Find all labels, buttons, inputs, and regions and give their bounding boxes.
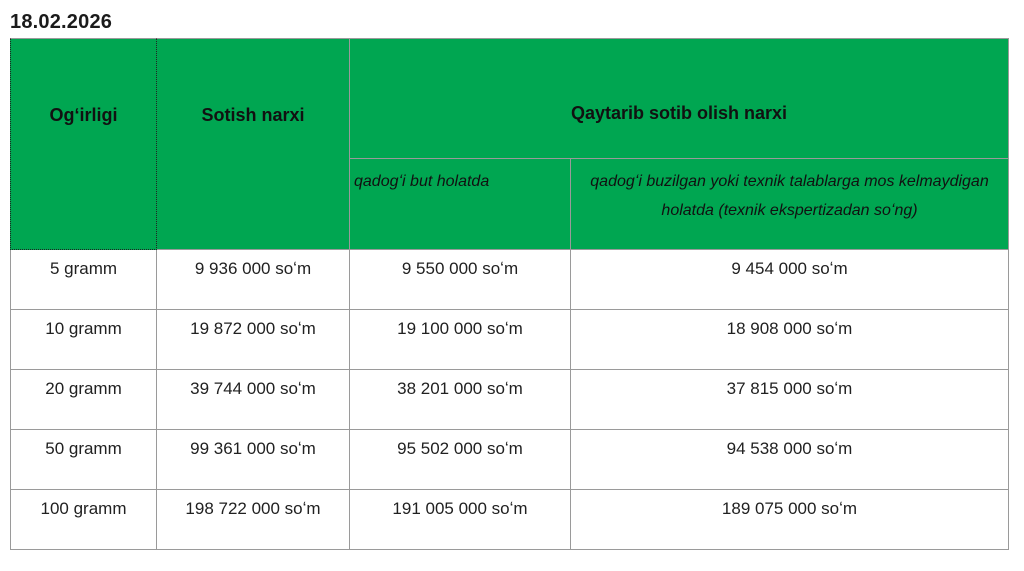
sell-price-cell: 99 361 000 soʻm: [157, 430, 350, 490]
weight-cell: 100 gramm: [10, 490, 157, 550]
header-buyback: Qaytarib sotib olish narxi: [350, 38, 1009, 159]
header-buyback-damaged: qadogʻi buzilgan yoki texnik talablarga mos kelmaydigan holatda (texnik ekspertizadan soʻng): [571, 159, 1009, 250]
buyback-intact-cell: 95 502 000 soʻm: [350, 430, 571, 490]
page-date: 18.02.2026: [10, 11, 113, 33]
buyback-damaged-cell: 18 908 000 soʻm: [571, 310, 1009, 370]
table-row: [10, 490, 1009, 550]
weight-cell: 10 gramm: [10, 310, 157, 370]
header-sell-price: Sotish narxi: [157, 38, 350, 250]
table-row: [10, 370, 1009, 430]
sell-price-cell: 9 936 000 soʻm: [157, 250, 350, 310]
table-row: [10, 430, 1009, 490]
buyback-intact-cell: 19 100 000 soʻm: [350, 310, 571, 370]
header-buyback-intact: qadogʻi but holatda: [350, 159, 571, 250]
buyback-intact-cell: 191 005 000 soʻm: [350, 490, 571, 550]
buyback-damaged-cell: 37 815 000 soʻm: [571, 370, 1009, 430]
table-row: [10, 310, 1009, 370]
header-row-1: [10, 38, 1009, 159]
sell-price-cell: 198 722 000 soʻm: [157, 490, 350, 550]
buyback-intact-cell: 9 550 000 soʻm: [350, 250, 571, 310]
sell-price-cell: 19 872 000 soʻm: [157, 310, 350, 370]
buyback-intact-cell: 38 201 000 soʻm: [350, 370, 571, 430]
gold-price-table: [10, 38, 1009, 550]
weight-cell: 20 gramm: [10, 370, 157, 430]
weight-cell: 5 gramm: [10, 250, 157, 310]
buyback-damaged-cell: 94 538 000 soʻm: [571, 430, 1009, 490]
sell-price-cell: 39 744 000 soʻm: [157, 370, 350, 430]
weight-cell: 50 gramm: [10, 430, 157, 490]
header-weight: Ogʻirligi: [10, 38, 157, 250]
buyback-damaged-cell: 9 454 000 soʻm: [571, 250, 1009, 310]
table-row: [10, 250, 1009, 310]
buyback-damaged-cell: 189 075 000 soʻm: [571, 490, 1009, 550]
